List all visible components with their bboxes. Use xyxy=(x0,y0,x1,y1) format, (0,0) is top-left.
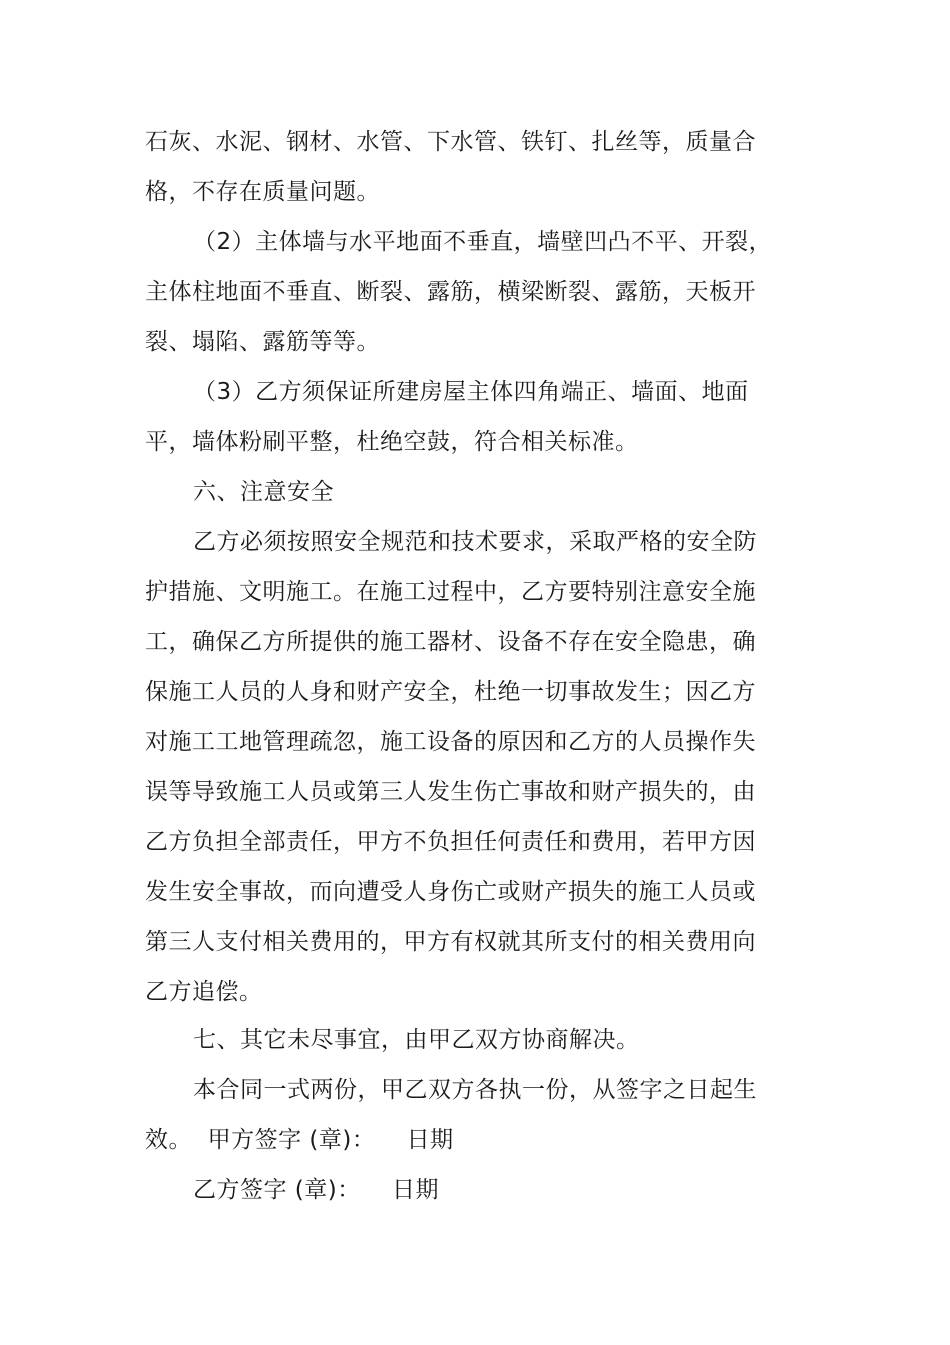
text-line: 平，墙体粉刷平整，杜绝空鼓，符合相关标准。 xyxy=(145,429,639,455)
text-line: 乙方负担全部责任，甲方不负担任何责任和费用，若甲方因 xyxy=(145,829,756,855)
text-line: 第三人支付相关费用的，甲方有权就其所支付的相关费用向 xyxy=(145,929,756,955)
text-line: 发生安全事故，而向遭受人身伤亡或财产损失的施工人员或 xyxy=(145,879,756,905)
text-line: 本合同一式两份，甲乙双方各执一份，从签字之日起生 xyxy=(193,1077,757,1103)
text-line: 石灰、水泥、钢材、水管、下水管、铁钉、扎丝等，质量合 xyxy=(145,129,756,155)
text-line: （3）乙方须保证所建房屋主体四角端正、墙面、地面 xyxy=(193,379,749,405)
text-line: 误等导致施工人员或第三人发生伤亡事故和财产损失的，由 xyxy=(145,779,756,805)
text-line: 工，确保乙方所提供的施工器材、设备不存在安全隐患，确 xyxy=(145,629,756,655)
text-line: 主体柱地面不垂直、断裂、露筋，横梁断裂、露筋，天板开 xyxy=(145,279,756,305)
text-line: 乙方必须按照安全规范和技术要求，采取严格的安全防 xyxy=(193,529,757,555)
signature-line-party-b: 乙方签字 (章)： 日期 xyxy=(193,1177,440,1203)
text-line: （2）主体墙与水平地面不垂直，墙壁凹凸不平、开裂， xyxy=(193,229,773,255)
text-line: 格，不存在质量问题。 xyxy=(145,179,380,205)
text-line: 护措施、文明施工。在施工过程中，乙方要特别注意安全施 xyxy=(145,579,756,605)
text-line: 对施工工地管理疏忽，施工设备的原因和乙方的人员操作失 xyxy=(145,729,756,755)
signature-line-party-a: 效。 甲方签字 (章)： 日期 xyxy=(145,1127,454,1153)
section-heading: 六、注意安全 xyxy=(193,479,334,505)
text-line: 保施工人员的人身和财产安全，杜绝一切事故发生；因乙方 xyxy=(145,679,756,705)
text-line: 裂、塌陷、露筋等等。 xyxy=(145,329,380,355)
text-line: 乙方追偿。 xyxy=(145,979,263,1005)
section-heading: 七、其它未尽事宜，由甲乙双方协商解决。 xyxy=(193,1027,640,1053)
